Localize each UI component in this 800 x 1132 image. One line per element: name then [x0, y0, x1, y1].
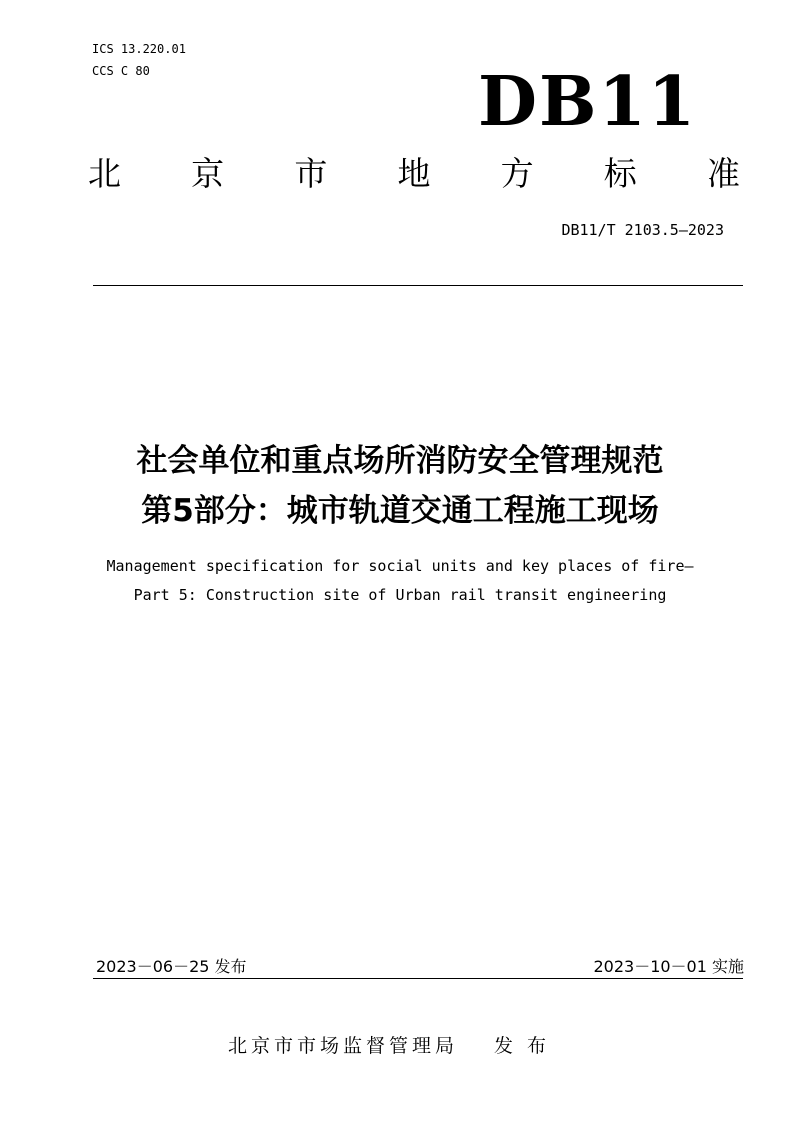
standard-type-char: 北	[88, 154, 121, 193]
standard-type-char: 地	[397, 154, 431, 193]
publisher-line	[228, 1033, 550, 1059]
bottom-divider	[93, 978, 743, 979]
ccs-code: CCS C 80	[92, 64, 150, 78]
top-divider	[93, 285, 743, 286]
ics-code: ICS 13.220.01	[92, 42, 186, 56]
publisher-org: 北京市市场监督管理局	[228, 1035, 459, 1057]
chinese-title-line-2: 第5部分：城市轨道交通工程施工现场	[141, 493, 659, 529]
standard-type-heading	[88, 152, 740, 196]
standard-type-char: 方	[500, 154, 534, 193]
standard-number: DB11/T 2103.5—2023	[561, 221, 724, 239]
english-title	[0, 552, 800, 610]
publish-action: 发 布	[494, 1035, 551, 1057]
implementation-date: 2023－10－01 实施	[593, 957, 744, 976]
db11-logo: DB11	[478, 62, 698, 142]
issue-date: 2023－06－25 发布	[96, 957, 247, 976]
chinese-title-line-1: 社会单位和重点场所消防安全管理规范	[136, 443, 664, 479]
standard-type-char: 准	[706, 154, 740, 193]
english-title-line-2: Part 5: Construction site of Urban rail transit engineering	[133, 586, 667, 604]
standard-type-char: 市	[294, 154, 328, 193]
chinese-title	[0, 436, 800, 536]
standard-type-char: 京	[191, 154, 225, 193]
standard-type-char: 标	[603, 154, 637, 193]
english-title-line-1: Management specification for social units and key places of fire—	[106, 557, 694, 575]
classification-codes	[92, 38, 186, 82]
